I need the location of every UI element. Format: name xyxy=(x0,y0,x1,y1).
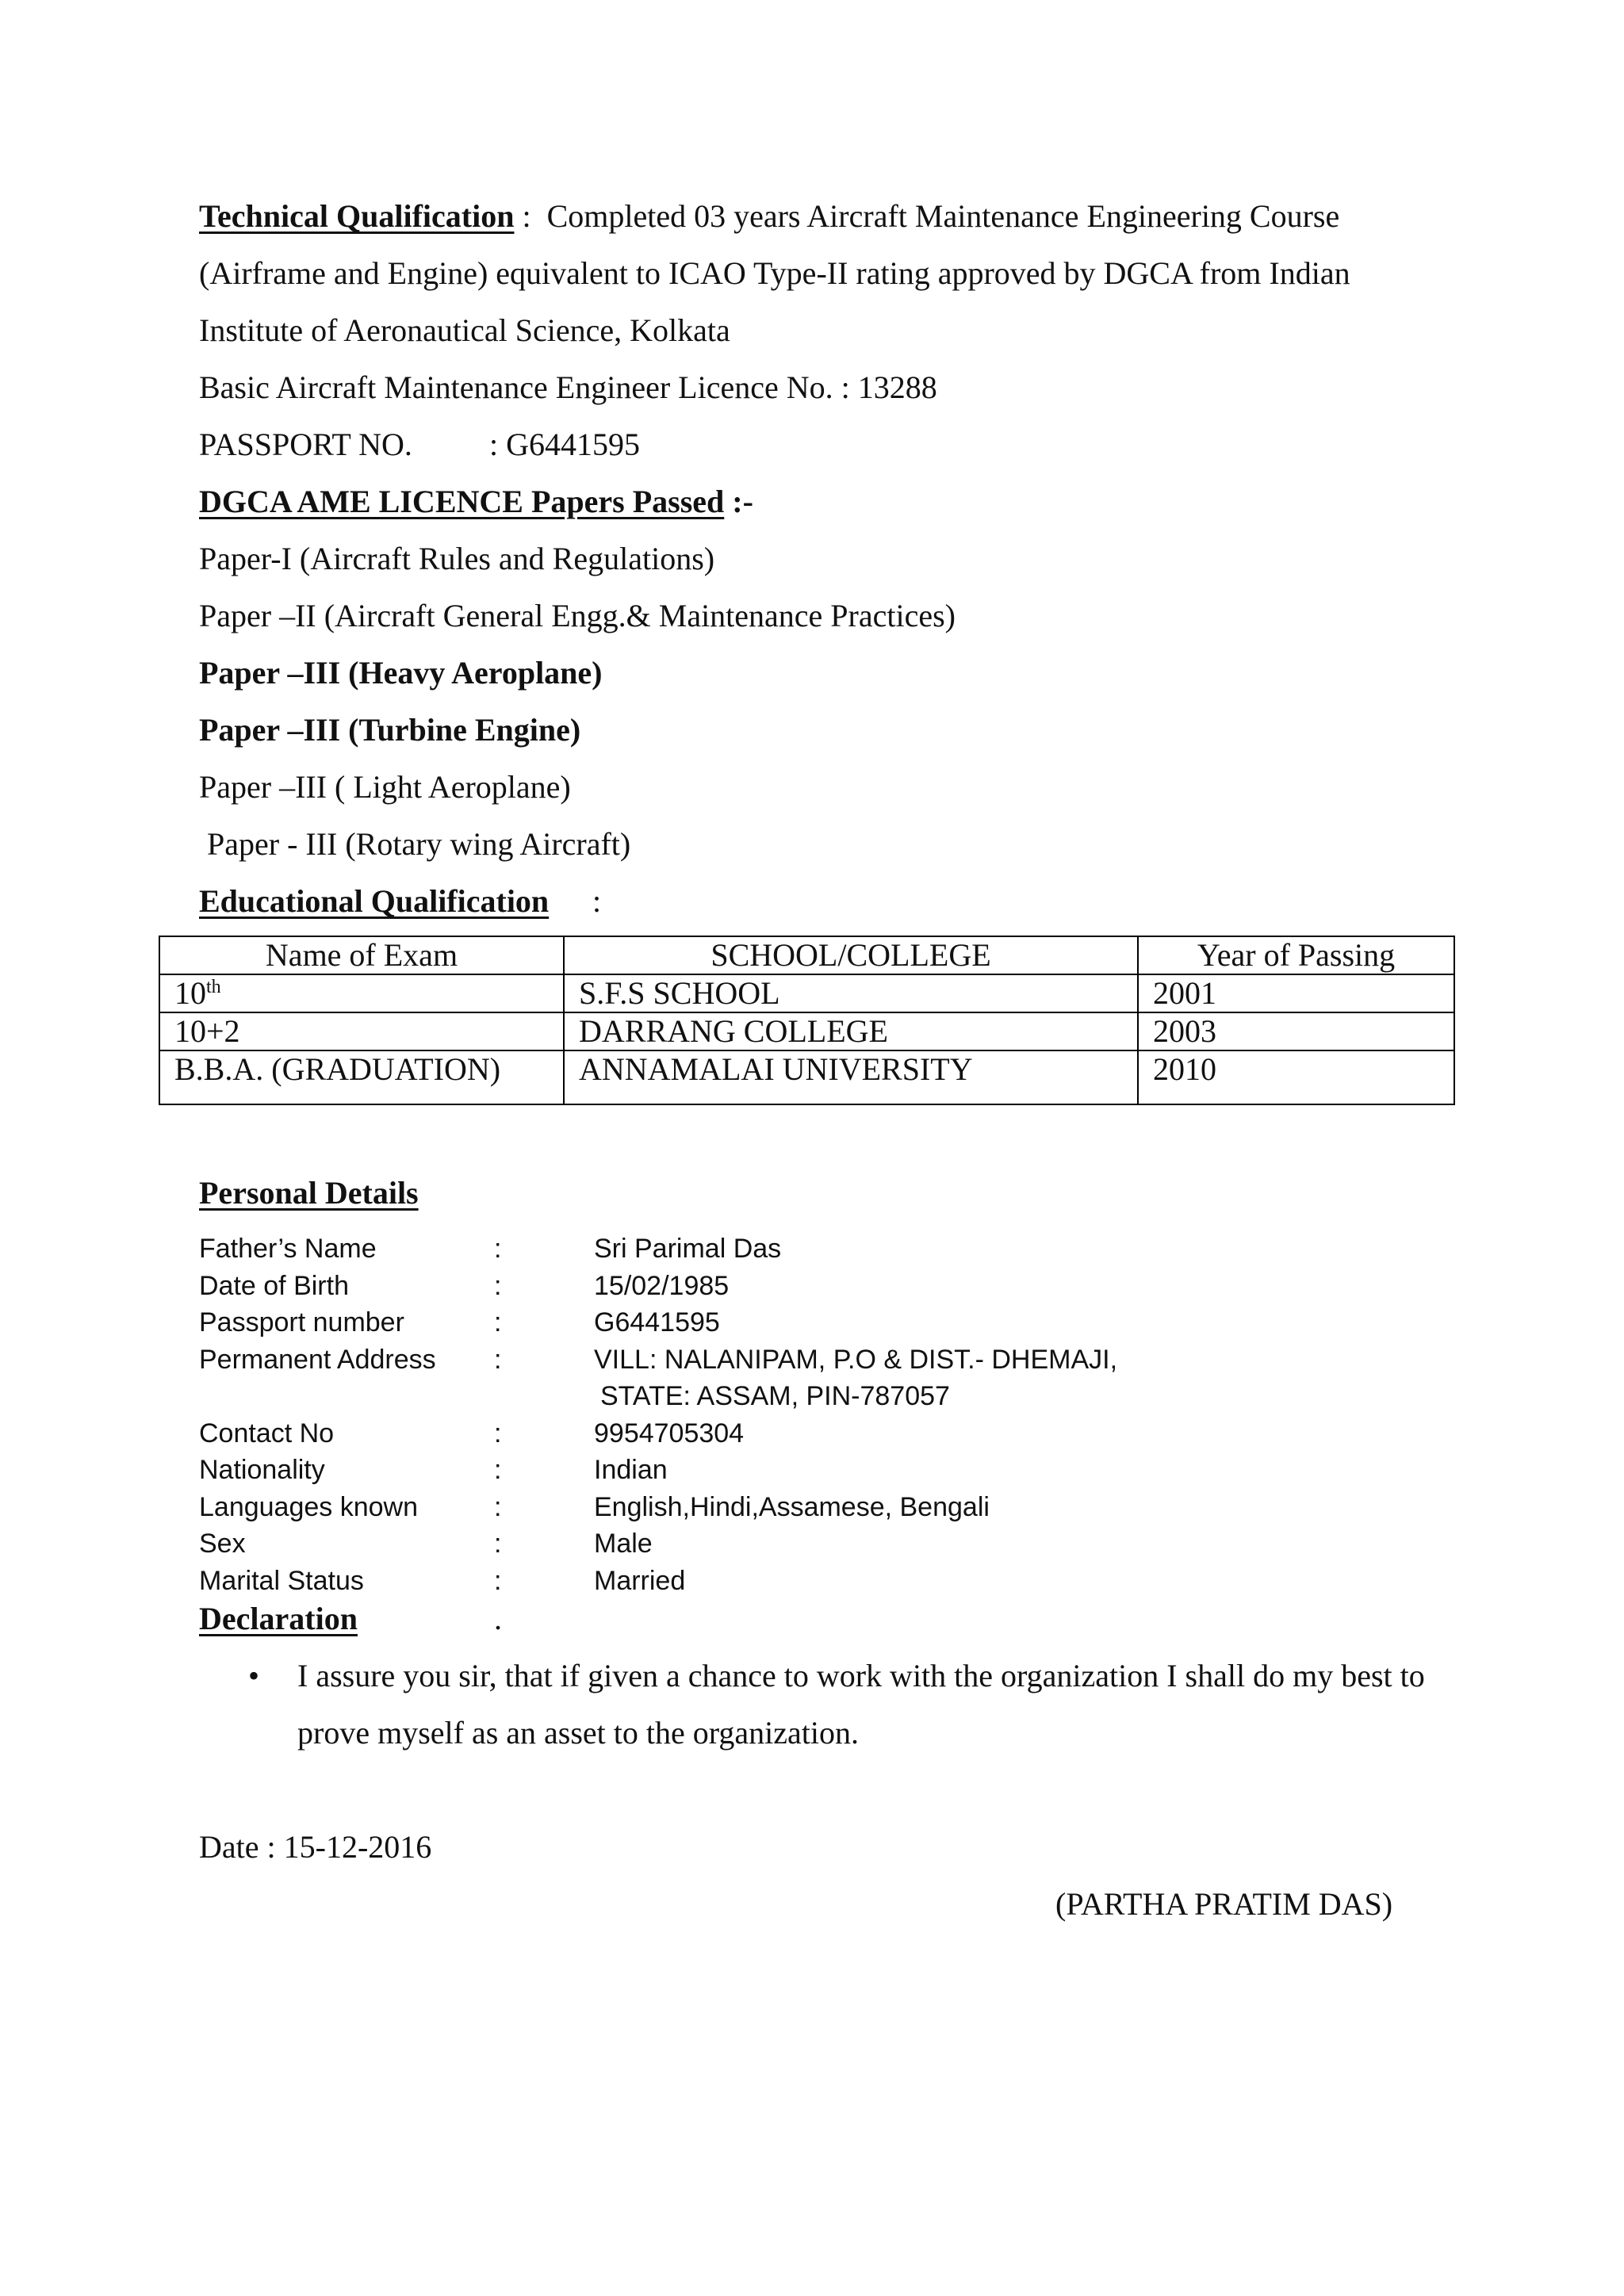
detail-colon: : xyxy=(494,1491,502,1522)
detail-value: VILL: NALANIPAM, P.O & DIST.- DHEMAJI, xyxy=(594,1344,1118,1375)
detail-colon: : xyxy=(494,1455,502,1485)
bullet-icon: • xyxy=(248,1658,260,1693)
paper-item: Paper-I (Aircraft Rules and Regulations) xyxy=(199,541,715,576)
year-cell: 2003 xyxy=(1138,1012,1454,1050)
detail-label: Date of Birth xyxy=(199,1270,349,1301)
exam-superscript: th xyxy=(206,977,221,997)
detail-value: G6441595 xyxy=(594,1307,720,1337)
detail-colon: : xyxy=(494,1234,502,1264)
exam-cell: 10+2 xyxy=(159,1012,564,1050)
signature-name: (PARTHA PRATIM DAS) xyxy=(1055,1886,1393,1922)
detail-value: 15/02/1985 xyxy=(594,1270,730,1301)
detail-colon: : xyxy=(494,1307,502,1337)
declaration-sep: . xyxy=(494,1601,502,1636)
detail-label: Marital Status xyxy=(199,1565,364,1596)
passport-label: PASSPORT NO. xyxy=(199,427,412,462)
exam-cell: 10th xyxy=(159,974,564,1012)
technical-line-3: Institute of Aeronautical Science, Kolkata xyxy=(199,312,730,348)
table-row xyxy=(159,974,1454,1012)
dgca-heading: DGCA AME LICENCE Papers Passed xyxy=(199,484,725,519)
declaration-heading-line xyxy=(199,1600,502,1638)
detail-colon: : xyxy=(494,1270,502,1301)
detail-value: Married xyxy=(594,1565,686,1596)
technical-heading: Technical Qualification xyxy=(199,198,515,234)
year-cell: 2010 xyxy=(1138,1050,1454,1104)
paper-item: Paper - III (Rotary wing Aircraft) xyxy=(199,826,631,862)
technical-line-1 xyxy=(199,197,1339,235)
detail-value: English,Hindi,Assamese, Bengali xyxy=(594,1491,990,1522)
detail-label: Father’s Name xyxy=(199,1234,377,1264)
detail-label: Sex xyxy=(199,1529,246,1559)
declaration-text: I assure you sir, that if given a chance to work with the organization I shall do my best to prove myself as an asset to the organization. xyxy=(297,1658,1425,1751)
detail-colon: : xyxy=(494,1344,502,1375)
personal-heading: Personal Details xyxy=(199,1175,419,1211)
education-heading-line xyxy=(199,882,602,920)
education-sep: : xyxy=(592,883,602,919)
detail-label: Nationality xyxy=(199,1455,325,1485)
column-header-year: Year of Passing xyxy=(1138,936,1454,974)
passport-value: : G6441595 xyxy=(489,427,640,462)
detail-value: STATE: ASSAM, PIN-787057 xyxy=(600,1381,950,1411)
technical-sep: : xyxy=(514,198,547,234)
detail-label: Passport number xyxy=(199,1307,404,1337)
education-table xyxy=(159,936,1455,1105)
paper-item: Paper –III ( Light Aeroplane) xyxy=(199,769,571,805)
detail-label: Languages known xyxy=(199,1491,419,1522)
paper-item: Paper –III (Turbine Engine) xyxy=(199,712,581,748)
detail-value: Male xyxy=(594,1529,653,1559)
table-header-row xyxy=(159,936,1454,974)
exam-cell: B.B.A. (GRADUATION) xyxy=(159,1050,564,1104)
technical-line-2: (Airframe and Engine) equivalent to ICAO Type-II rating approved by DGCA from Indian xyxy=(199,255,1350,291)
licence-line: Basic Aircraft Maintenance Engineer Licence No. : 13288 xyxy=(199,369,937,405)
school-cell: S.F.S SCHOOL xyxy=(564,974,1138,1012)
detail-value: Indian xyxy=(594,1455,668,1485)
table-row xyxy=(159,1012,1454,1050)
date-line: Date : 15-12-2016 xyxy=(199,1829,432,1865)
column-header-school: SCHOOL/COLLEGE xyxy=(564,936,1138,974)
school-cell: DARRANG COLLEGE xyxy=(564,1012,1138,1050)
technical-line-1-text: Completed 03 years Aircraft Maintenance Engineering Course xyxy=(546,198,1340,234)
detail-colon: : xyxy=(494,1529,502,1559)
detail-value: Sri Parimal Das xyxy=(594,1234,782,1264)
dgca-suffix: :- xyxy=(724,484,753,519)
detail-colon: : xyxy=(494,1418,502,1448)
passport-line xyxy=(199,426,640,464)
detail-label: Contact No xyxy=(199,1418,335,1448)
detail-value: 9954705304 xyxy=(594,1418,745,1448)
year-cell: 2001 xyxy=(1138,974,1454,1012)
detail-label: Permanent Address xyxy=(199,1344,436,1375)
school-cell: ANNAMALAI UNIVERSITY xyxy=(564,1050,1138,1104)
table-row xyxy=(159,1050,1454,1104)
column-header-exam: Name of Exam xyxy=(159,936,564,974)
education-heading: Educational Qualification xyxy=(199,883,550,919)
dgca-heading-line xyxy=(199,483,753,521)
detail-colon: : xyxy=(494,1565,502,1596)
paper-item: Paper –III (Heavy Aeroplane) xyxy=(199,655,603,691)
paper-item: Paper –II (Aircraft General Engg.& Maintenance Practices) xyxy=(199,598,956,633)
declaration-heading: Declaration xyxy=(199,1601,358,1636)
